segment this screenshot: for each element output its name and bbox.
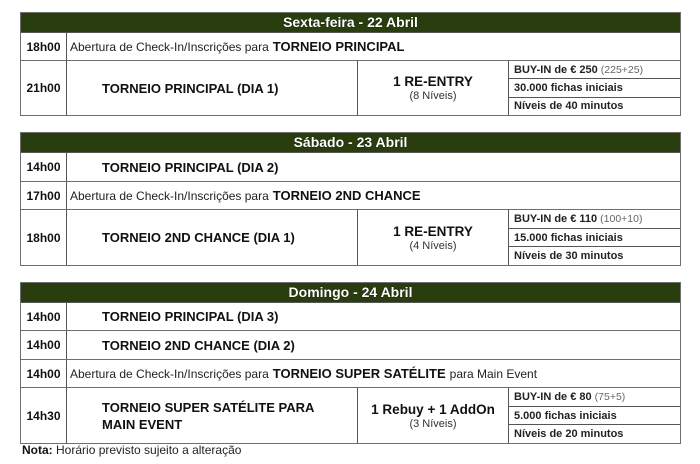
time-cell: 21h00 xyxy=(21,61,67,115)
time-cell: 18h00 xyxy=(21,210,67,265)
checkin-prefix: Abertura de Check-In/Inscrições para xyxy=(70,366,269,381)
buyin: BUY-IN de € 110 xyxy=(514,212,598,225)
checkin-cell xyxy=(67,182,680,209)
schedule-row xyxy=(21,360,680,388)
event-cell: TORNEIO SUPER SATÉLITE PARA MAIN EVENT xyxy=(102,399,314,432)
checkin-prefix: Abertura de Check-In/Inscrições para xyxy=(70,39,269,54)
day-header: Domingo - 24 Abril xyxy=(21,283,680,303)
level-duration-line: Níveis de 40 minutos xyxy=(514,100,624,113)
chips-line: 5.000 fichas iniciais xyxy=(509,407,680,426)
entry-cell xyxy=(357,210,509,265)
note-text: Horário previsto sujeito a alteração xyxy=(56,443,242,457)
checkin-prefix: Abertura de Check-In/Inscrições para xyxy=(70,188,269,203)
entry-cell xyxy=(357,388,509,443)
buyin-line xyxy=(509,210,680,229)
footnote xyxy=(22,443,241,457)
event-cell: TORNEIO 2ND CHANCE (DIA 2) xyxy=(102,337,295,353)
checkin-cell xyxy=(67,360,680,387)
day-table-friday xyxy=(20,12,681,116)
entry-type: 1 RE-ENTRY xyxy=(393,74,473,89)
entry-levels: (3 Níveis) xyxy=(409,417,457,430)
buyin-split: (75+5) xyxy=(594,390,626,403)
checkin-cell xyxy=(67,33,680,60)
buyin-line xyxy=(509,388,680,407)
entry-levels: (4 Níveis) xyxy=(409,239,457,252)
buyin: BUY-IN de € 250 xyxy=(514,63,598,76)
info-cell xyxy=(509,388,680,443)
level-duration-line: Níveis de 20 minutos xyxy=(514,428,624,441)
day-table-saturday xyxy=(20,132,681,266)
checkin-event: TORNEIO 2ND CHANCE xyxy=(272,188,421,203)
event-cell: TORNEIO PRINCIPAL (DIA 2) xyxy=(102,159,279,175)
time-cell: 14h00 xyxy=(21,360,67,387)
day-table-sunday xyxy=(20,282,681,444)
buyin-line xyxy=(509,61,680,79)
note-label: Nota: xyxy=(22,443,53,457)
time-cell: 14h30 xyxy=(21,388,67,443)
schedule-row xyxy=(21,153,680,182)
time-cell: 17h00 xyxy=(21,182,67,209)
chips-line: 30.000 fichas iniciais xyxy=(509,79,680,97)
schedule-row xyxy=(21,303,680,331)
schedule-row xyxy=(21,61,680,115)
time-cell: 18h00 xyxy=(21,33,67,60)
day-header: Sexta-feira - 22 Abril xyxy=(21,13,680,33)
schedule-row xyxy=(21,331,680,360)
chips-line: 15.000 fichas iniciais xyxy=(509,229,680,248)
entry-type: 1 Rebuy + 1 AddOn xyxy=(371,401,495,417)
day-header: Sábado - 23 Abril xyxy=(21,133,680,153)
schedule-row xyxy=(21,210,680,265)
checkin-suffix: para Main Event xyxy=(449,366,538,381)
buyin-split: (225+25) xyxy=(600,63,644,76)
checkin-event: TORNEIO PRINCIPAL xyxy=(272,39,405,54)
event-cell: TORNEIO PRINCIPAL (DIA 1) xyxy=(102,80,279,96)
info-cell xyxy=(509,210,680,265)
event-cell: TORNEIO 2ND CHANCE (DIA 1) xyxy=(102,230,295,245)
event-cell: TORNEIO PRINCIPAL (DIA 3) xyxy=(102,309,279,324)
info-cell xyxy=(509,61,680,115)
buyin: BUY-IN de € 80 xyxy=(514,390,592,403)
schedule-row xyxy=(21,182,680,210)
entry-levels: (8 Níveis) xyxy=(409,90,457,102)
time-cell: 14h00 xyxy=(21,153,67,181)
schedule-row xyxy=(21,33,680,61)
time-cell: 14h00 xyxy=(21,303,67,330)
entry-cell xyxy=(357,61,509,115)
buyin-split: (100+10) xyxy=(600,212,643,225)
level-duration-line: Níveis de 30 minutos xyxy=(514,250,624,263)
entry-type: 1 RE-ENTRY xyxy=(393,223,473,239)
schedule-row xyxy=(21,388,680,443)
time-cell: 14h00 xyxy=(21,331,67,359)
checkin-event: TORNEIO SUPER SATÉLITE xyxy=(272,366,446,381)
